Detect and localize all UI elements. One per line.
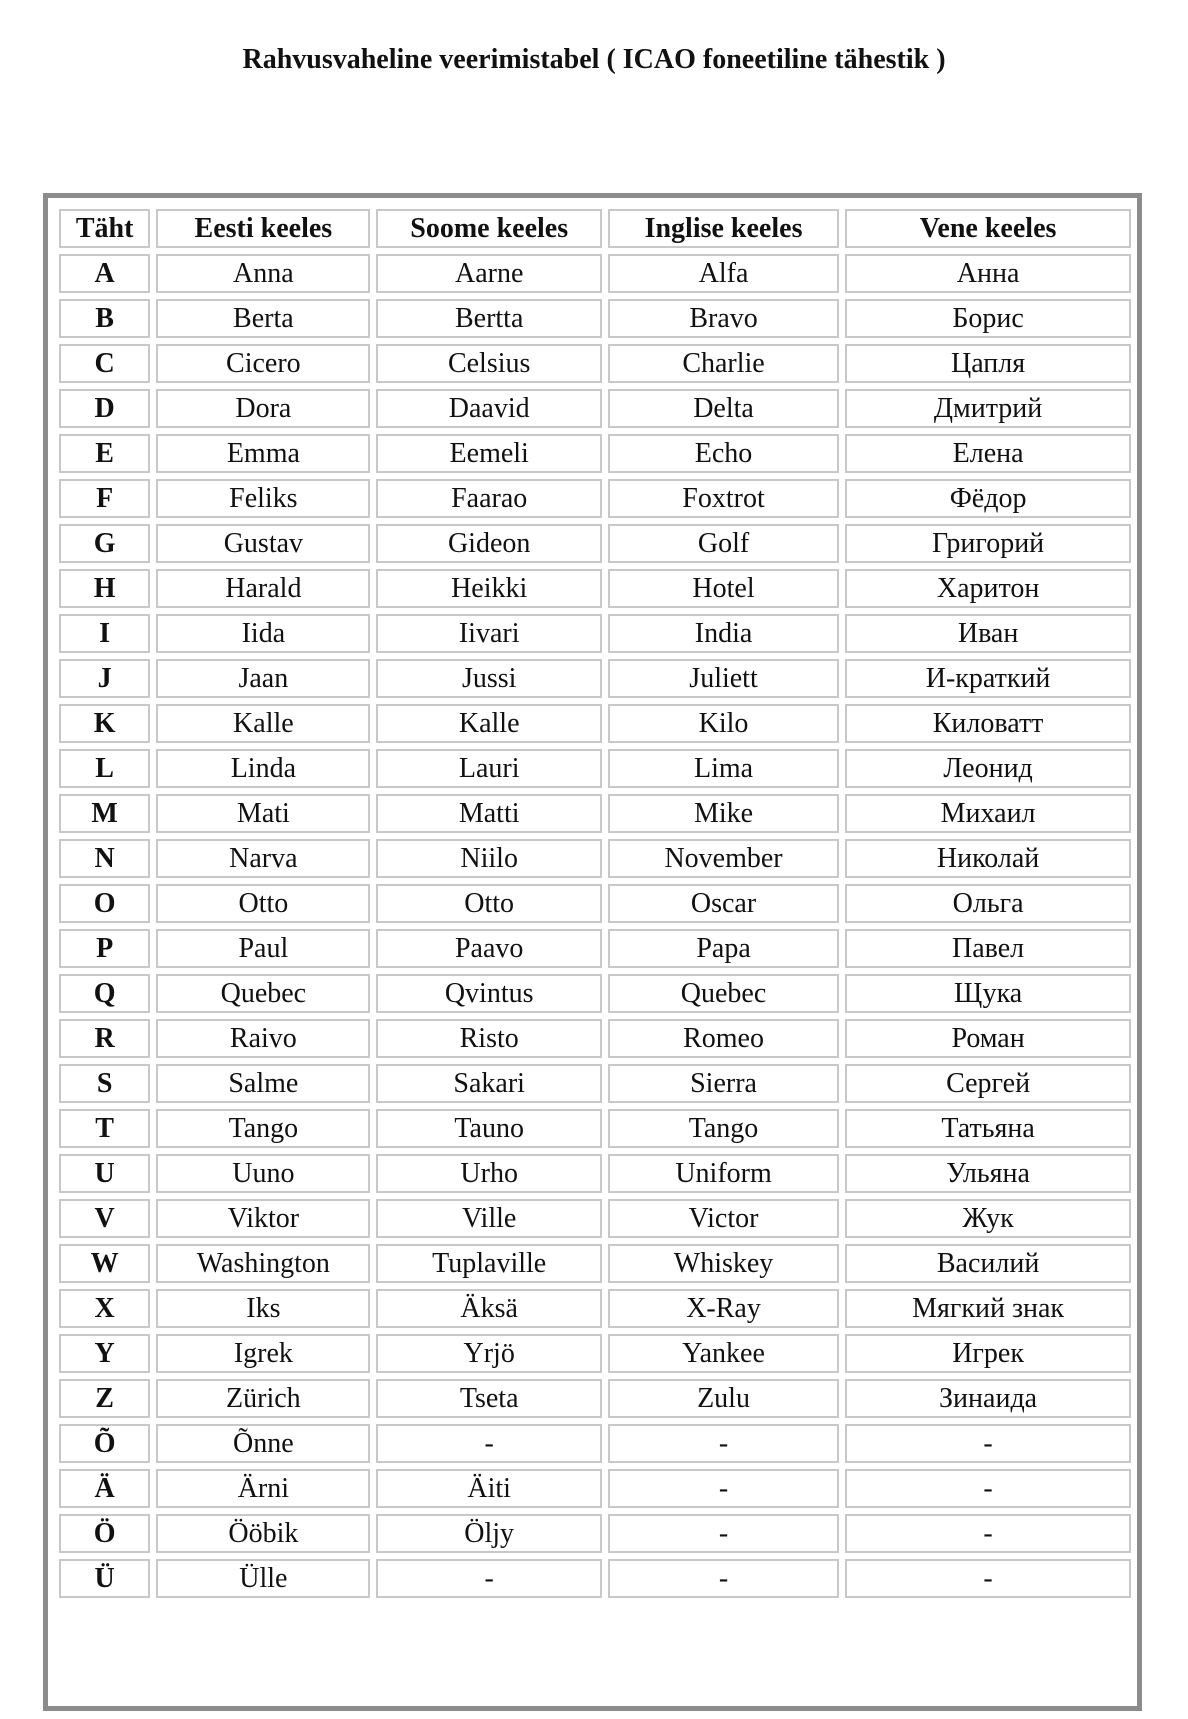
table-row <box>59 434 1131 473</box>
cell-estonian: Igrek <box>156 1334 370 1373</box>
cell-finnish: Bertta <box>376 299 601 338</box>
cell-estonian: Kalle <box>156 704 370 743</box>
cell-english: - <box>608 1559 839 1598</box>
cell-finnish: Niilo <box>376 839 601 878</box>
table-row <box>59 704 1131 743</box>
cell-estonian: Iida <box>156 614 370 653</box>
table-row <box>59 389 1131 428</box>
cell-letter: O <box>59 884 150 923</box>
cell-russian: Зинаида <box>845 1379 1131 1418</box>
cell-letter: D <box>59 389 150 428</box>
cell-letter: S <box>59 1064 150 1103</box>
cell-estonian: Dora <box>156 389 370 428</box>
cell-estonian: Paul <box>156 929 370 968</box>
cell-finnish: Qvintus <box>376 974 601 1013</box>
cell-letter: L <box>59 749 150 788</box>
cell-russian: - <box>845 1469 1131 1508</box>
table-row <box>59 1334 1131 1373</box>
cell-letter: U <box>59 1154 150 1193</box>
cell-english: Hotel <box>608 569 839 608</box>
cell-russian: - <box>845 1424 1131 1463</box>
cell-english: Sierra <box>608 1064 839 1103</box>
cell-finnish: Tuplaville <box>376 1244 601 1283</box>
cell-finnish: Kalle <box>376 704 601 743</box>
table-row <box>59 479 1131 518</box>
cell-russian: Борис <box>845 299 1131 338</box>
cell-finnish: Äksä <box>376 1289 601 1328</box>
cell-finnish: Tseta <box>376 1379 601 1418</box>
cell-russian: Дмитрий <box>845 389 1131 428</box>
table-frame <box>43 193 1142 1711</box>
cell-estonian: Anna <box>156 254 370 293</box>
cell-letter: J <box>59 659 150 698</box>
page-title: Rahvusvaheline veerimistabel ( ICAO foneetiline tähestik ) <box>242 44 946 75</box>
cell-english: Victor <box>608 1199 839 1238</box>
cell-finnish: Matti <box>376 794 601 833</box>
cell-estonian: Viktor <box>156 1199 370 1238</box>
table-row <box>59 614 1131 653</box>
cell-estonian: Ülle <box>156 1559 370 1598</box>
cell-finnish: Ville <box>376 1199 601 1238</box>
cell-estonian: Ööbik <box>156 1514 370 1553</box>
table-row <box>59 929 1131 968</box>
cell-english: Lima <box>608 749 839 788</box>
cell-estonian: Iks <box>156 1289 370 1328</box>
cell-english: Charlie <box>608 344 839 383</box>
table-row <box>59 839 1131 878</box>
cell-russian: Михаил <box>845 794 1131 833</box>
cell-russian: Ульяна <box>845 1154 1131 1193</box>
cell-english: Papa <box>608 929 839 968</box>
cell-finnish: Lauri <box>376 749 601 788</box>
table-row <box>59 254 1131 293</box>
table-row <box>59 569 1131 608</box>
cell-english: Foxtrot <box>608 479 839 518</box>
cell-letter: M <box>59 794 150 833</box>
cell-english: Alfa <box>608 254 839 293</box>
header-row <box>59 209 1131 248</box>
table-row <box>59 1019 1131 1058</box>
cell-letter: V <box>59 1199 150 1238</box>
table-row <box>59 299 1131 338</box>
table-row <box>59 659 1131 698</box>
cell-estonian: Mati <box>156 794 370 833</box>
table-body <box>59 254 1131 1598</box>
cell-finnish: Daavid <box>376 389 601 428</box>
cell-russian: Григорий <box>845 524 1131 563</box>
table-row <box>59 1469 1131 1508</box>
cell-finnish: Faarao <box>376 479 601 518</box>
cell-russian: Иван <box>845 614 1131 653</box>
cell-finnish: Iivari <box>376 614 601 653</box>
cell-estonian: Quebec <box>156 974 370 1013</box>
table-row <box>59 1379 1131 1418</box>
cell-finnish: Urho <box>376 1154 601 1193</box>
cell-letter: Q <box>59 974 150 1013</box>
cell-letter: B <box>59 299 150 338</box>
cell-finnish: - <box>376 1559 601 1598</box>
cell-estonian: Ärni <box>156 1469 370 1508</box>
cell-letter: G <box>59 524 150 563</box>
table-row <box>59 794 1131 833</box>
cell-finnish: Tauno <box>376 1109 601 1148</box>
cell-english: November <box>608 839 839 878</box>
cell-english: - <box>608 1469 839 1508</box>
table-row <box>59 1199 1131 1238</box>
cell-letter: H <box>59 569 150 608</box>
table-row <box>59 344 1131 383</box>
cell-english: Mike <box>608 794 839 833</box>
cell-russian: Николай <box>845 839 1131 878</box>
cell-letter: P <box>59 929 150 968</box>
cell-estonian: Jaan <box>156 659 370 698</box>
cell-russian: Игрек <box>845 1334 1131 1373</box>
cell-estonian: Washington <box>156 1244 370 1283</box>
cell-finnish: - <box>376 1424 601 1463</box>
cell-finnish: Yrjö <box>376 1334 601 1373</box>
cell-estonian: Otto <box>156 884 370 923</box>
cell-letter: N <box>59 839 150 878</box>
cell-estonian: Õnne <box>156 1424 370 1463</box>
cell-letter: Y <box>59 1334 150 1373</box>
cell-finnish: Risto <box>376 1019 601 1058</box>
cell-russian: Ольга <box>845 884 1131 923</box>
cell-letter: Ö <box>59 1514 150 1553</box>
table-row <box>59 1424 1131 1463</box>
cell-estonian: Emma <box>156 434 370 473</box>
cell-estonian: Salme <box>156 1064 370 1103</box>
cell-finnish: Heikki <box>376 569 601 608</box>
cell-russian: Роман <box>845 1019 1131 1058</box>
table-row <box>59 974 1131 1013</box>
cell-english: Quebec <box>608 974 839 1013</box>
cell-estonian: Uuno <box>156 1154 370 1193</box>
spelling-table <box>53 203 1137 1604</box>
header-finnish: Soome keeles <box>376 209 601 248</box>
cell-estonian: Tango <box>156 1109 370 1148</box>
header-russian: Vene keeles <box>845 209 1131 248</box>
cell-russian: Павел <box>845 929 1131 968</box>
cell-letter: C <box>59 344 150 383</box>
header-estonian: Eesti keeles <box>156 209 370 248</box>
cell-russian: Жук <box>845 1199 1131 1238</box>
cell-english: X-Ray <box>608 1289 839 1328</box>
table-row <box>59 524 1131 563</box>
cell-russian: Елена <box>845 434 1131 473</box>
cell-estonian: Gustav <box>156 524 370 563</box>
cell-estonian: Linda <box>156 749 370 788</box>
cell-russian: Фёдор <box>845 479 1131 518</box>
table-row <box>59 1244 1131 1283</box>
cell-english: India <box>608 614 839 653</box>
header-letter: Täht <box>59 209 150 248</box>
cell-russian: - <box>845 1514 1131 1553</box>
cell-english: Delta <box>608 389 839 428</box>
cell-letter: A <box>59 254 150 293</box>
cell-russian: Леонид <box>845 749 1131 788</box>
cell-letter: R <box>59 1019 150 1058</box>
cell-english: Echo <box>608 434 839 473</box>
cell-finnish: Jussi <box>376 659 601 698</box>
cell-letter: W <box>59 1244 150 1283</box>
cell-russian: Киловатт <box>845 704 1131 743</box>
cell-russian: Татьяна <box>845 1109 1131 1148</box>
cell-english: Golf <box>608 524 839 563</box>
cell-letter: E <box>59 434 150 473</box>
header-english: Inglise keeles <box>608 209 839 248</box>
cell-english: Juliett <box>608 659 839 698</box>
cell-english: Kilo <box>608 704 839 743</box>
cell-estonian: Cicero <box>156 344 370 383</box>
table-row <box>59 749 1131 788</box>
cell-estonian: Feliks <box>156 479 370 518</box>
table-row <box>59 1064 1131 1103</box>
cell-russian: Василий <box>845 1244 1131 1283</box>
table-row <box>59 1514 1131 1553</box>
cell-finnish: Eemeli <box>376 434 601 473</box>
cell-english: Yankee <box>608 1334 839 1373</box>
cell-letter: Ä <box>59 1469 150 1508</box>
cell-russian: Сергей <box>845 1064 1131 1103</box>
cell-russian: Анна <box>845 254 1131 293</box>
table-row <box>59 1289 1131 1328</box>
cell-estonian: Zürich <box>156 1379 370 1418</box>
cell-finnish: Äiti <box>376 1469 601 1508</box>
cell-english: Romeo <box>608 1019 839 1058</box>
cell-russian: Щука <box>845 974 1131 1013</box>
cell-english: Bravo <box>608 299 839 338</box>
cell-russian: Цапля <box>845 344 1131 383</box>
cell-russian: Мягкий знак <box>845 1289 1131 1328</box>
cell-russian: И-краткий <box>845 659 1131 698</box>
table-row <box>59 884 1131 923</box>
cell-finnish: Aarne <box>376 254 601 293</box>
cell-estonian: Harald <box>156 569 370 608</box>
cell-english: Zulu <box>608 1379 839 1418</box>
cell-letter: T <box>59 1109 150 1148</box>
table-row <box>59 1559 1131 1598</box>
cell-english: Uniform <box>608 1154 839 1193</box>
cell-finnish: Celsius <box>376 344 601 383</box>
cell-letter: Õ <box>59 1424 150 1463</box>
cell-russian: Харитон <box>845 569 1131 608</box>
cell-letter: Z <box>59 1379 150 1418</box>
cell-letter: Ü <box>59 1559 150 1598</box>
cell-finnish: Paavo <box>376 929 601 968</box>
cell-english: Tango <box>608 1109 839 1148</box>
cell-english: - <box>608 1424 839 1463</box>
cell-estonian: Raivo <box>156 1019 370 1058</box>
cell-finnish: Gideon <box>376 524 601 563</box>
cell-letter: I <box>59 614 150 653</box>
cell-english: Oscar <box>608 884 839 923</box>
cell-letter: F <box>59 479 150 518</box>
cell-finnish: Öljy <box>376 1514 601 1553</box>
cell-finnish: Sakari <box>376 1064 601 1103</box>
cell-estonian: Narva <box>156 839 370 878</box>
cell-english: - <box>608 1514 839 1553</box>
cell-finnish: Otto <box>376 884 601 923</box>
cell-letter: K <box>59 704 150 743</box>
table-row <box>59 1109 1131 1148</box>
cell-english: Whiskey <box>608 1244 839 1283</box>
cell-letter: X <box>59 1289 150 1328</box>
table-row <box>59 1154 1131 1193</box>
cell-estonian: Berta <box>156 299 370 338</box>
cell-russian: - <box>845 1559 1131 1598</box>
